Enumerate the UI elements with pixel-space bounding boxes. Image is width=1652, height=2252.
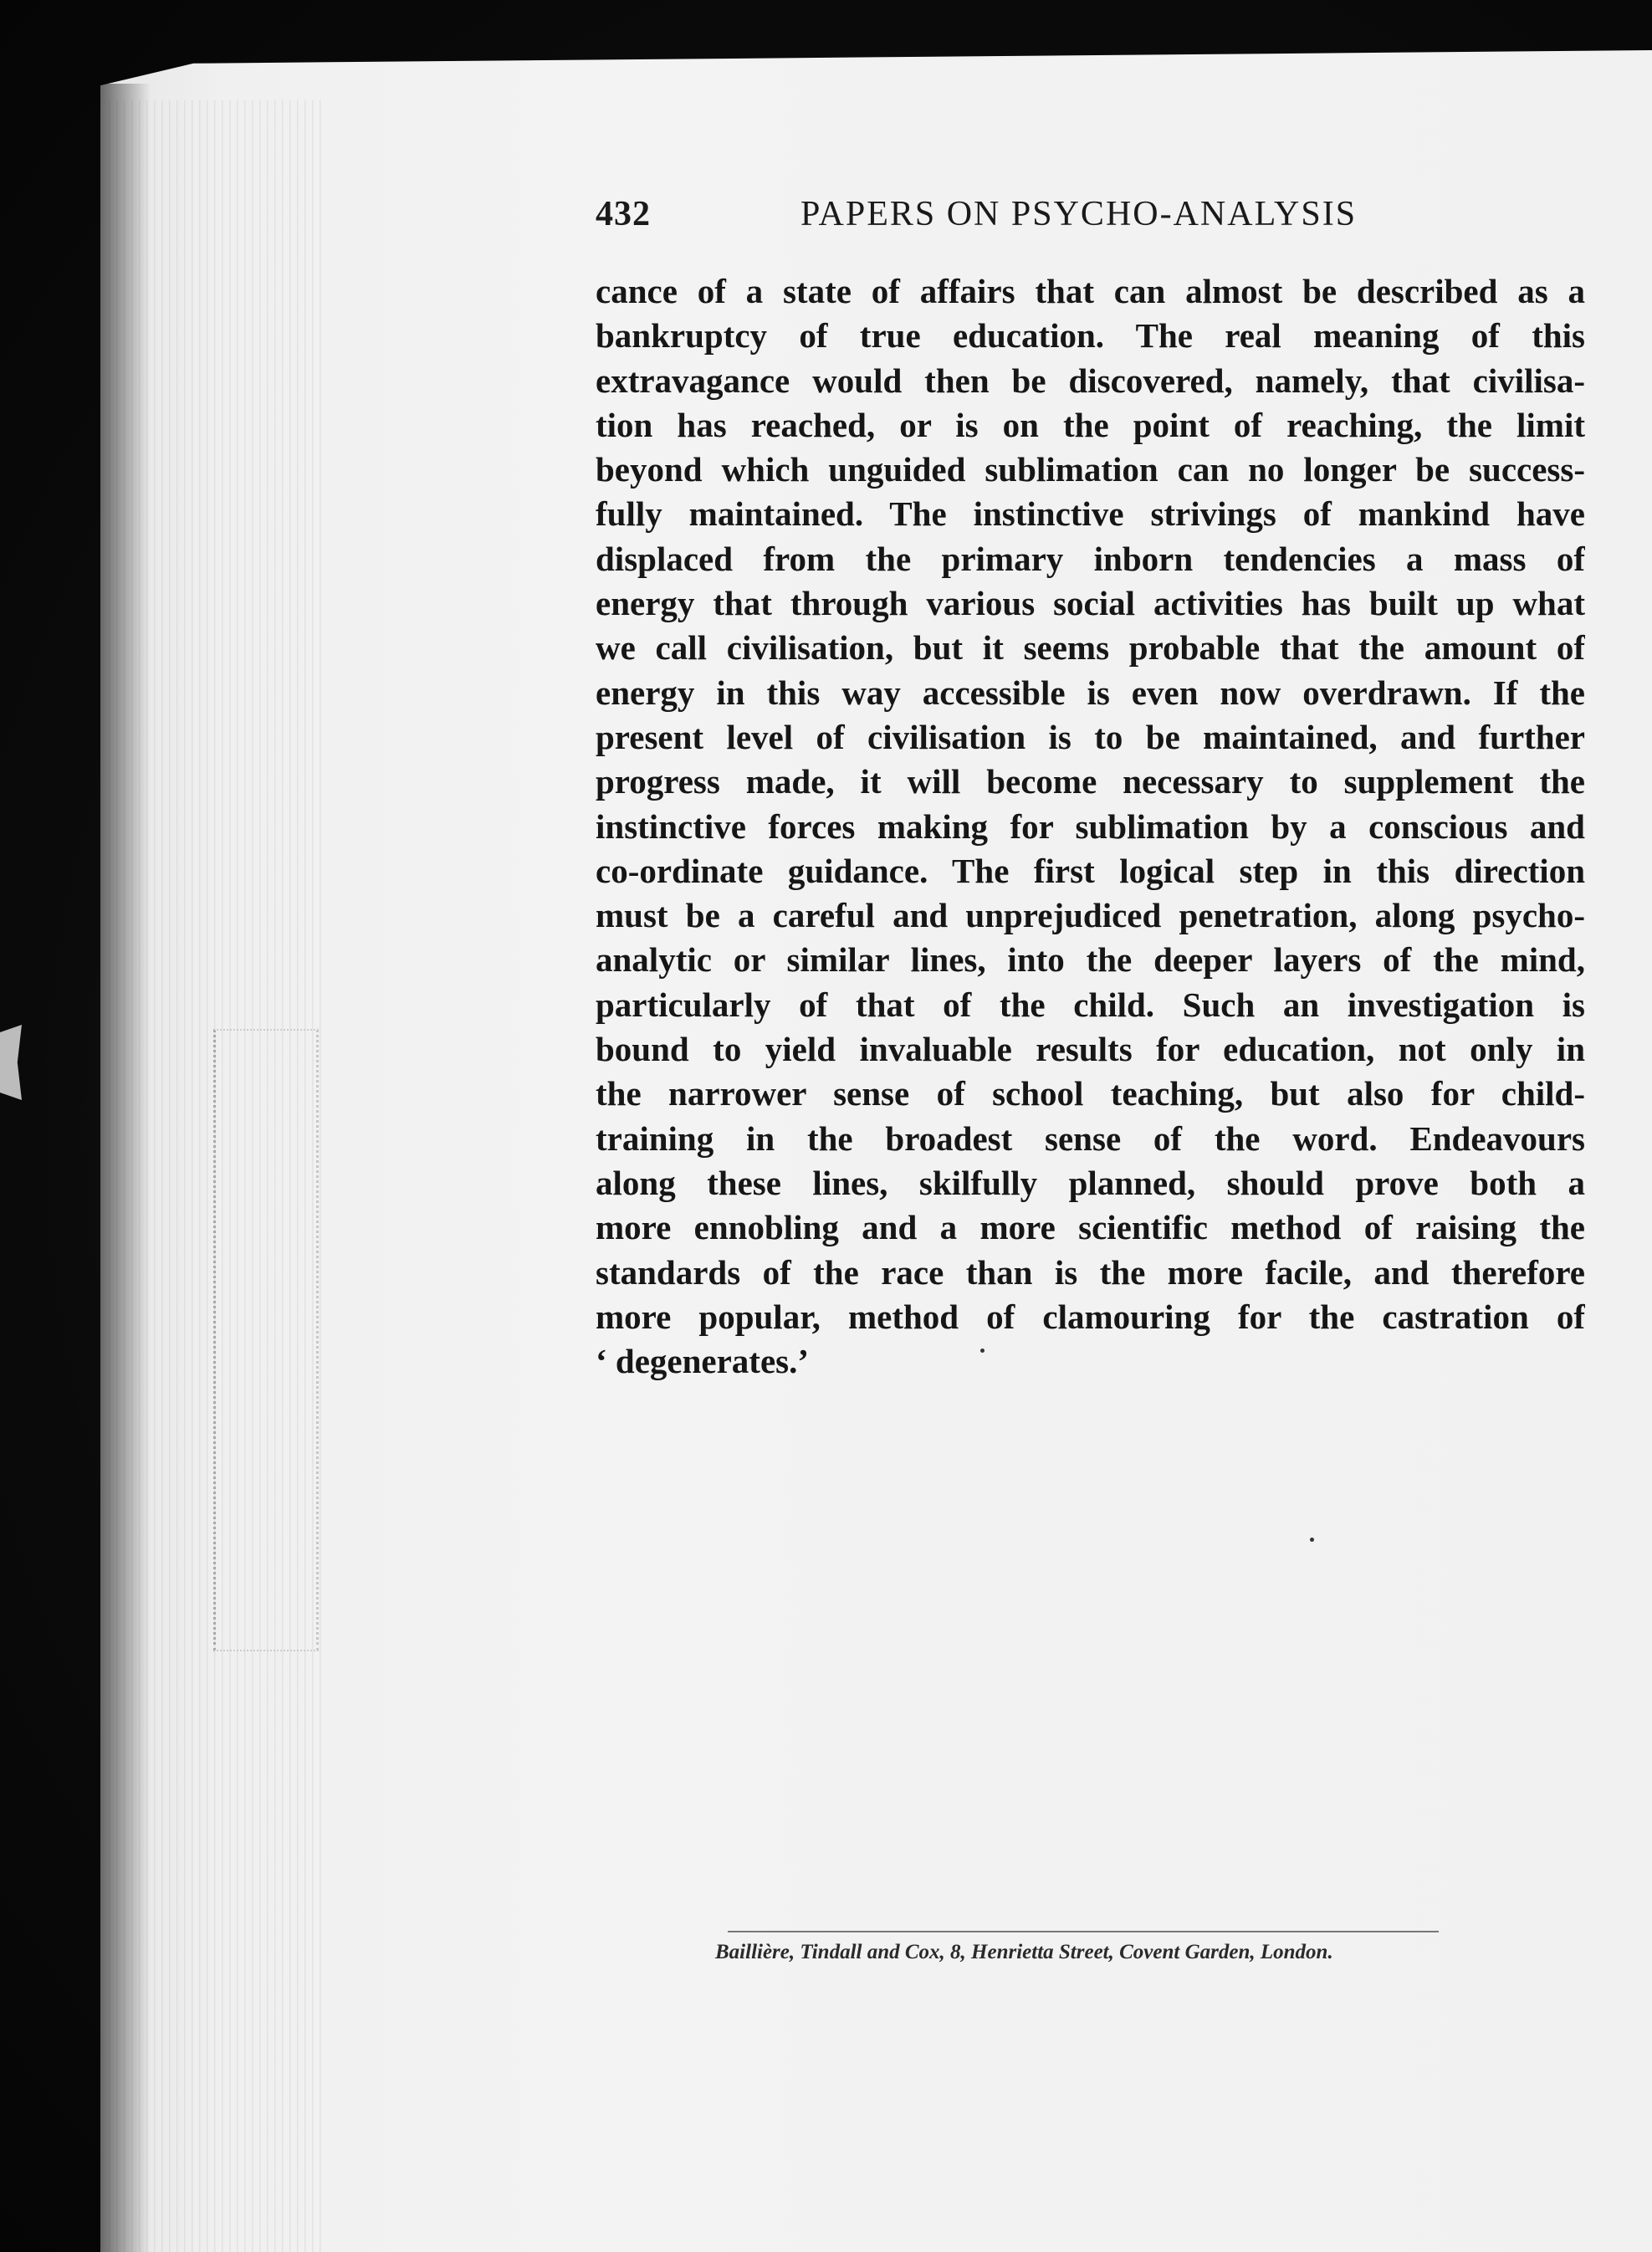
text-line: analytic or similar lines, into the deeper layers of the mind, [596,940,1585,980]
text-line: we call civilisation, but it seems probable that the amount of [596,628,1585,668]
text-line: must be a careful and unprejudiced penetration, along psycho- [596,896,1585,935]
text-line: bound to yield invaluable results for education, not only in [596,1030,1585,1069]
text-line: more ennobling and a more scientific method of raising the [596,1208,1585,1247]
text-line: bankruptcy of true education. The real meaning of this [596,316,1585,356]
text-line: fully maintained. The instinctive strivings of mankind have [596,494,1585,534]
running-head [596,194,1583,244]
text-line: along these lines, skilfully planned, should prove both a [596,1163,1585,1202]
text-line: co-ordinate guidance. The first logical step in this direction [596,851,1585,890]
text-line: progress made, it will become necessary to supplement the [596,762,1585,801]
text-line: the narrower sense of school teaching, but also for child- [596,1074,1585,1113]
text-line: training in the broadest sense of the word. Endeavours [596,1118,1585,1158]
ink-speck [980,1349,985,1353]
book-title: PAPERS ON PSYCHO-ANALYSIS [800,195,1358,233]
text-line: displaced from the primary inborn tendencies a mass of [596,539,1585,578]
text-line: beyond which unguided sublimation can no longer be success- [596,450,1585,489]
text-line-last: ‘ degenerates.’ [596,1342,810,1381]
text-line: cance of a state of affairs that can almost be described as a [596,272,1585,310]
ink-speck [1310,1538,1314,1542]
margin-stamp-frame [213,1029,319,1651]
text-line: instinctive forces making for sublimation by a conscious and [596,806,1585,846]
body-paragraph [596,269,1585,1384]
text-line: energy that through various social activities has built up what [596,584,1585,623]
text-line: more popular, method of clamouring for the castration of [596,1297,1585,1336]
imprint-rule [728,1931,1439,1932]
text-line: standards of the race than is the more facile, and therefore [596,1252,1585,1292]
text-line: particularly of that of the child. Such an investigation is [596,985,1585,1024]
printer-imprint: Baillière, Tindall and Cox, 8, Henrietta Street, Covent Garden, London. [715,1941,1333,1963]
text-line: present level of civilisation is to be maintained, and further [596,717,1585,756]
page-number: 432 [596,195,651,233]
text-line: tion has reached, or is on the point of reaching, the limit [596,405,1585,444]
text-line: extravagance would then be discovered, namely, that civilisa- [596,361,1585,400]
text-line: energy in this way accessible is even now overdrawn. If the [596,673,1585,712]
gutter-shadow [100,84,151,2252]
